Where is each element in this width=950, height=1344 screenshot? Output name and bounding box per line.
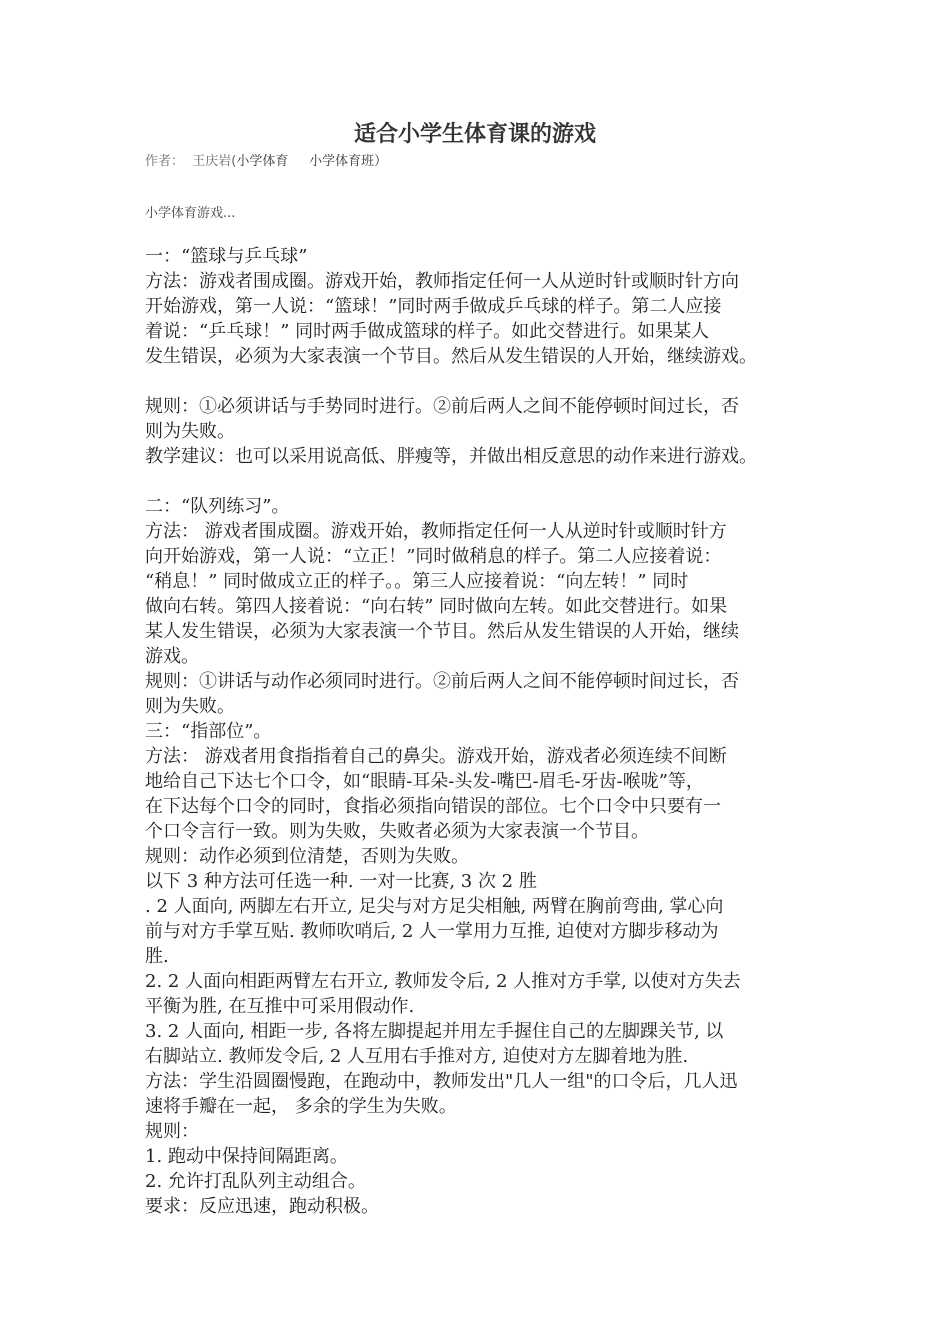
open-paren: ( [231,154,237,169]
text-line: 速将手瓣在一起， 多余的学生为失败。 [145,1096,457,1117]
page-title: 适合小学生体育课的游戏 [353,122,596,147]
text-line: 前与对方手掌互贴. 教师吹哨后, 2 人一掌用力互推, 迫使对方脚步移动为 [145,921,719,942]
text-line: 地给自己下达七个口令，如“眼睛-耳朵-头发-嘴巴-眉毛-牙齿-喉咙”等， [145,771,704,792]
text-line: 方法：学生沿圆圈慢跑，在跑动中，教师发出"几人一组"的口令后，几人迅 [145,1071,738,1092]
text-line: 方法：游戏者围成圈。游戏开始，教师指定任何一人从逆时针或顺时针方向 [145,271,739,292]
intro-text: 小学体育游戏... [145,206,236,221]
text-line: 2. 允许打乱队列主动组合。 [145,1171,366,1192]
text-line: 要求：反应迅速，跑动积极。 [145,1196,379,1217]
text-line: 1. 跑动中保持间隔距离。 [145,1146,348,1167]
text-line: 做向右转。第四人接着说：“向右转” 同时做向左转。如此交替进行。如果 [145,596,728,617]
text-line: 教学建议：也可以采用说高低、胖瘦等，并做出相反意思的动作来进行游戏。 [145,446,757,467]
text-line: 2. 2 人面向相距两臂左右开立, 教师发令后, 2 人推对方手掌, 以使对方失去 [145,971,741,992]
text-line: 规则： [145,1121,199,1142]
text-line: . 2 人面向, 两脚左右开立, 足尖与对方足尖相触, 两臂在胸前弯曲, 掌心向 [145,896,724,917]
text-line: 个口令言行一致。则为失败，失败者必须为大家表演一个节目。 [145,821,649,842]
blank-line [145,369,845,394]
text-line: 发生错误，必须为大家表演一个节目。然后从发生错误的人开始，继续游戏。 [145,346,757,367]
author-name: 王庆岩 [192,154,232,169]
text-line: 三：“指部位”。 [145,721,272,742]
text-line: 胜. [145,946,169,967]
text-line: 游戏。 [145,646,199,667]
text-line: 右脚站立. 教师发令后, 2 人互用右手推对方, 迫使对方左脚着地为胜. [145,1046,689,1067]
text-line: 规则：①必须讲话与手势同时进行。②前后两人之间不能停顿时间过长，否 [145,396,739,417]
blank-line [145,469,845,494]
category-link-2[interactable]: 小学体育班 [309,154,375,169]
text-line: 向开始游戏，第一人说：“立正！”同时做稍息的样子。第二人应接着说： [145,546,722,567]
author-label: 作者： [145,154,185,169]
text-line: 规则：动作必须到位清楚，否则为失败。 [145,846,469,867]
text-line: 在下达每个口令的同时，食指必须指向错误的部位。七个口令中只要有一 [145,796,721,817]
text-line: 方法： 游戏者围成圈。游戏开始，教师指定任何一人从逆时针或顺时针方 [145,521,727,542]
text-line: 平衡为胜, 在互推中可采用假动作. [145,996,415,1017]
text-line: 一：“篮球与乒乓球” [145,246,308,267]
byline [145,153,387,171]
text-line: 二：“队列练习”。 [145,496,290,517]
text-line: 着说：“乒乓球！” 同时两手做成篮球的样子。如此交替进行。如果某人 [145,321,710,342]
text-line: “稍息！” 同时做成立正的样子。。第三人应接着说：“向左转！” 同时 [145,571,689,592]
text-line: 规则：①讲话与动作必须同时进行。②前后两人之间不能停顿时间过长，否 [145,671,739,692]
text-line: 某人发生错误，必须为大家表演一个节目。然后从发生错误的人开始，继续 [145,621,739,642]
text-line: 则为失败。 [145,696,235,717]
article-body [145,244,845,1219]
text-line: 则为失败。 [145,421,235,442]
text-line: 3. 2 人面向, 相距一步, 各将左脚提起并用左手握住自己的左脚踝关节, 以 [145,1021,724,1042]
text-line: 以下 3 种方法可任选一种. 一对一比赛, 3 次 2 胜 [145,871,537,892]
text-line: 方法： 游戏者用食指指着自己的鼻尖。游戏开始，游戏者必须连续不间断 [145,746,727,767]
category-link-1[interactable]: 小学体育 [236,154,289,169]
text-line: 开始游戏，第一人说：“篮球！”同时两手做成乒乓球的样子。第二人应接 [145,296,722,317]
close-paren: ） [374,154,388,169]
